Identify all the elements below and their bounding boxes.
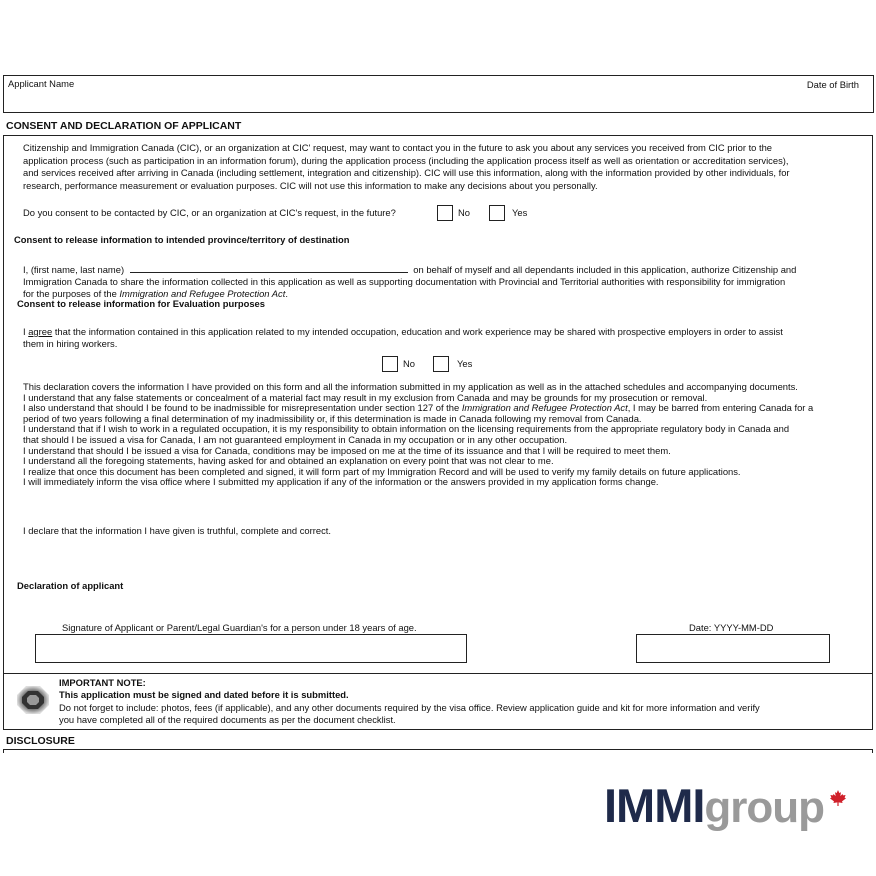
evaluation-yes-label: Yes xyxy=(457,358,473,369)
contact-yes-label: Yes xyxy=(512,207,528,218)
consent-paragraph xyxy=(23,143,790,191)
release-line-1: I, (first name, last name) on behalf of myself and all dependants included in this application, authorize Citizenship and xyxy=(23,264,797,275)
contact-question: Do you consent to be contacted by CIC, or an organization at CIC's request, in the future? xyxy=(23,207,396,218)
important-note-box xyxy=(3,673,873,730)
consent-line: and services received after arriving in Canada (including settlement, integration and citizenship). CIC will use this information, along with the information provided by other individuals, for xyxy=(23,167,790,179)
logo-immi: IMMI xyxy=(604,779,705,832)
note-line-1: Do not forget to include: photos, fees (if applicable), and any other documents required by the visa office. Review application guide and kit for more information and verify xyxy=(59,702,760,713)
evaluation-line-1: I agree that the information contained in this application related to my intended occupation, education and work experience may be shared with prospective employers in order to assist xyxy=(23,326,783,337)
applicant-name-label: Applicant Name xyxy=(8,78,75,89)
maple-leaf-icon xyxy=(830,790,846,806)
declaration-line: I understand that should I be issued a visa for Canada, conditions may be imposed on me at the time of its issuance and that I will be required to meet them. xyxy=(23,444,671,456)
note-title: IMPORTANT NOTE: xyxy=(59,677,146,688)
release-heading: Consent to release information to intended province/territory of destination xyxy=(14,234,350,245)
contact-yes-checkbox[interactable] xyxy=(489,205,505,221)
declaration-line: period of two years following a final determination of my inadmissibility or, if this determination is made in Canada following my removal from Canada. xyxy=(23,412,642,424)
declaration-line: This declaration covers the information I have provided on this form and all the information submitted in my application as well as in the attached schedules and accompanying documents. xyxy=(23,381,798,392)
declaration-line: I will immediately inform the visa office where I submitted my application if any of the information or the answers provided in my application forms change. xyxy=(23,476,659,488)
declaration-of-applicant-label: Declaration of applicant xyxy=(17,580,124,591)
signature-field[interactable] xyxy=(35,634,467,663)
evaluation-no-label: No xyxy=(403,358,415,369)
consent-line: research, performance measurement or evaluation purposes. CIC will not use this information to make any decisions about you personally. xyxy=(23,179,598,191)
consent-section-title: CONSENT AND DECLARATION OF APPLICANT xyxy=(6,120,242,132)
declaration-line: I realize that once this document has been completed and signed, it will form part of my Immigration Record and will be used to verify my family details on future applications. xyxy=(23,465,741,477)
disclosure-left-edge xyxy=(3,749,4,753)
declaration-line: I also understand that should I be found to be inadmissible for misrepresentation under section 127 of the Immigration and Refugee Protection Act, I may be barred from entering Canada for a xyxy=(23,402,814,414)
evaluation-line-2: them in hiring workers. xyxy=(23,338,118,349)
disclosure-right-edge xyxy=(872,749,873,753)
release-line-3: for the purposes of the Immigration and Refugee Protection Act. xyxy=(23,288,288,299)
evaluation-yes-checkbox[interactable] xyxy=(433,356,449,372)
date-of-birth-label: Date of Birth xyxy=(806,79,859,90)
signature-label: Signature of Applicant or Parent/Legal Guardian's for a person under 18 years of age. xyxy=(62,622,417,633)
declaration-block xyxy=(23,382,813,488)
consent-line: Citizenship and Immigration Canada (CIC), or an organization at CIC' request, may want to contact you in the future to ask you about any services you received from CIC prior to the xyxy=(23,142,773,153)
declaration-line: I understand all the foregoing statements, having asked for and obtained an explanation on every point that was not clear to me. xyxy=(23,455,554,467)
disclosure-title: DISCLOSURE xyxy=(6,735,75,747)
logo-group: group xyxy=(704,783,825,832)
consent-line: application process (such as participation in an information forum), during the application process (including the application process itself as well as orientation or accreditation services), xyxy=(23,154,789,166)
warning-icon xyxy=(16,685,50,715)
evaluation-no-checkbox[interactable] xyxy=(382,356,398,372)
declaration-line: I understand that any false statements or concealment of a material fact may result in my exclusion from Canada and may be grounds for my prosecution or removal. xyxy=(23,391,708,403)
act-name: Immigration and Refugee Protection Act xyxy=(119,288,286,299)
note-line-2: you have completed all of the required documents as per the document checklist. xyxy=(59,714,396,725)
immigroup-logo xyxy=(604,778,824,838)
evaluation-heading: Consent to release information for Evaluation purposes xyxy=(17,298,265,309)
date-label: Date: YYYY-MM-DD xyxy=(689,622,774,633)
declaration-line: that should I be issued a visa for Canada, I am not guaranteed employment in Canada in my occupation or in any other occupation. xyxy=(23,433,568,445)
declaration-line: I understand that if I wish to work in a regulated occupation, it is my responsibility to obtain information on the licensing requirements from the appropriate regulatory body in Canada and xyxy=(23,423,790,435)
date-field[interactable] xyxy=(636,634,830,663)
name-input-line[interactable] xyxy=(130,264,408,273)
note-bold-line: This application must be signed and dated before it is submitted. xyxy=(59,689,349,700)
applicant-header-box xyxy=(3,75,874,113)
disclosure-rule xyxy=(3,749,873,750)
contact-no-label: No xyxy=(458,207,470,218)
release-line-2: Immigration Canada to share the information collected in this application as well as supporting documentation with Provincial and Territorial authorities with responsibility for immigration xyxy=(23,276,786,287)
contact-no-checkbox[interactable] xyxy=(437,205,453,221)
truthful-statement: I declare that the information I have given is truthful, complete and correct. xyxy=(23,525,331,536)
